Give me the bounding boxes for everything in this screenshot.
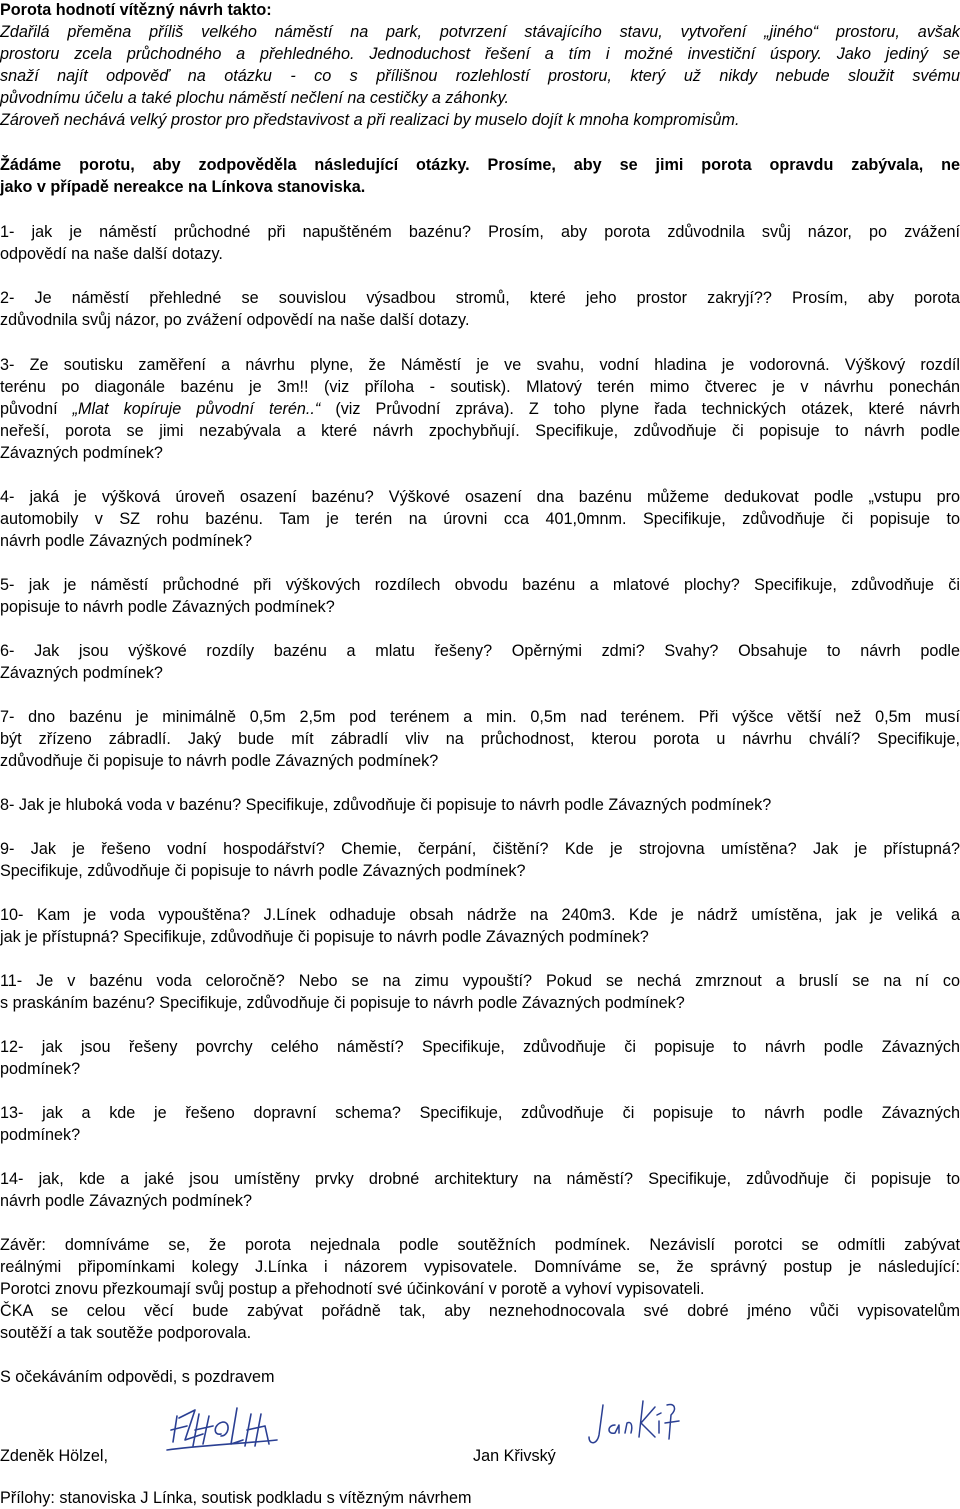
question-3-text: (viz Průvodní zpráva). Z toho plyne řada technických otázek, které návrh <box>320 400 960 418</box>
question-11-cont: s praskáním bazénu? Specifikuje, zdůvodňuje či popisuje to návrh podle Závazných podmínek? <box>0 994 685 1012</box>
intro-line: původnímu účelu a také plochu náměstí nečlení na cestičky a záhonky. <box>0 89 510 107</box>
question-7: 7- dno bazénu je minimálně 0,5m 2,5m pod terénem a min. 0,5m nad terénem. Při výšce větší než 0,5m musí <box>0 708 960 726</box>
conclusion-line: soutěží a tak soutěže podporovala. <box>0 1324 252 1342</box>
question-3-text: původní <box>0 400 73 418</box>
question-7-cont: být zřízeno zábradlí. Jaký bude mít zábradlí vliv na průchodnost, kterou porota u návrhu chválí? Specifikuje, <box>0 730 960 748</box>
question-13: 13- jak a kde je řešeno dopravní schema? Specifikuje, zdůvodňuje či popisuje to návrh podle Závazných <box>0 1104 960 1122</box>
conclusion-line: Závěr: domníváme se, že porota nejednala podle soutěžních podmínek. Nezávislí porotci se odmítli zabývat <box>0 1236 960 1254</box>
signer-holzel: Zdeněk Hölzel, <box>0 1447 108 1465</box>
question-1-cont: odpovědí na naše další dotazy. <box>0 245 223 263</box>
request-line: Žádáme porotu, aby zodpověděla následující otázky. Prosíme, aby se jimi porota opravdu zabývala, ne <box>0 156 960 174</box>
question-11: 11- Je v bazénu voda celoročně? Nebo se na zimu vypouští? Pokud se nechá zmrznout a bruslí se na ní co <box>0 972 960 990</box>
quote-mlat: „Mlat kopíruje původní terén..“ <box>72 400 321 418</box>
question-6-cont: Závazných podmínek? <box>0 664 163 682</box>
question-5: 5- jak je náměstí průchodné při výškových rozdílech obvodu bazénu a mlatové plochy? Specifikuje, zdůvodňuje či <box>0 576 960 594</box>
attachments-note: Přílohy: stanoviska J Línka, soutisk podkladu s vítězným návrhem <box>0 1489 472 1507</box>
question-4-cont: automobily v SZ rohu bazénu. Tam je terén na úrovni cca 401,0mnm. Specifikuje, zdůvodňuje či popisuje to <box>0 510 960 528</box>
question-9-cont: Specifikuje, zdůvodňuje či popisuje to návrh podle Závazných podmínek? <box>0 862 526 880</box>
heading: Porota hodnotí vítězný návrh takto: <box>0 1 272 19</box>
question-3: 3- Ze soutisku zaměření a návrhu plyne, že Náměstí je ve svahu, vodní hladina je vodorovná. Výškový rozdíl <box>0 356 960 374</box>
intro-line: Zdařilá přeměna příliš velkého náměstí na park, potvrzení stávajícího stavu, vytvoření „jiného“ prostoru, avšak <box>0 23 960 41</box>
question-10-cont: jak je přístupná? Specifikuje, zdůvodňuje či popisuje to návrh podle Závazných podmínek? <box>0 928 649 946</box>
question-7-cont: zdůvodňuje či popisuje to návrh podle Závazných podmínek? <box>0 752 439 770</box>
closing-greeting: S očekáváním odpovědi, s pozdravem <box>0 1368 275 1386</box>
question-10: 10- Kam je voda vypouštěna? J.Línek odhaduje obsah nádrže na 240m3. Kde je nádrž umístěna, jak je veliká a <box>0 906 960 924</box>
question-9: 9- Jak je řešeno vodní hospodářství? Chemie, čerpání, čištění? Kde je strojovna umístěna? Jak je přístupná? <box>0 840 960 858</box>
question-8: 8- Jak je hluboká voda v bazénu? Specifikuje, zdůvodňuje či popisuje to návrh podle Závazných podmínek? <box>0 796 772 814</box>
question-12: 12- jak jsou řešeny povrchy celého náměstí? Specifikuje, zdůvodňuje či popisuje to návrh podle Závazných <box>0 1038 960 1056</box>
signature-krivsky <box>585 1395 685 1451</box>
intro-line: prostoru zcela průchodného a přehledného. Jednoduchost řešení a tím i možné investiční úspory. Jako jediný se <box>0 45 960 63</box>
question-13-cont: podmínek? <box>0 1126 81 1144</box>
signature-holzel <box>165 1400 285 1464</box>
question-6: 6- Jak jsou výškové rozdíly bazénu a mlatu řešeny? Opěrnými zdmi? Svahy? Obsahuje to návrh podle <box>0 642 960 660</box>
question-14-cont: návrh podle Závazných podmínek? <box>0 1192 252 1210</box>
question-1: 1- jak je náměstí průchodné při napuštěném bazénu? Prosím, aby porota zdůvodnila svůj názor, po zvážení <box>0 223 960 241</box>
question-2: 2- Je náměstí přehledné se souvislou výsadbou stromů, které jeho prostor zakryjí?? Prosím, aby porota <box>0 289 960 307</box>
question-4-cont: návrh podle Závazných podmínek? <box>0 532 252 550</box>
conclusion-line: ČKA se celou věcí bude zabývat pořádně tak, aby neznehodnocovala své dobré jméno vůči vypisovatelům <box>0 1302 960 1320</box>
conclusion-line: reálnými připomínkami kolegy J.Línka i názorem vypisovatele. Domníváme se, že správný postup je následující: <box>0 1258 960 1276</box>
question-5-cont: popisuje to návrh podle Závazných podmínek? <box>0 598 335 616</box>
intro-line: snaží najít odpověď na otázku - co s přílišnou rozlehlostí prostoru, který už nikdy nebude sloužit svému <box>0 67 960 85</box>
question-2-cont: zdůvodnila svůj názor, po zvážení odpovědí na naše další dotazy. <box>0 311 470 329</box>
request-line: jako v případě nereakce na Línkova stanoviska. <box>0 178 366 196</box>
question-3-cont: neřeší, porota se jimi nezabývala a které návrh zpochybňují. Specifikuje, zdůvodňuje či popisuje to návrh podle <box>0 422 960 440</box>
question-4: 4- jaká je výšková úroveň osazení bazénu? Výškové osazení dna bazénu můžeme dedukovat podle „vstupu pro <box>0 488 960 506</box>
question-14: 14- jak, kde a jaké jsou umístěny prvky drobné architektury na náměstí? Specifikuje, zdůvodňuje či popisuje to <box>0 1170 960 1188</box>
question-3-cont: terénu po diagonále bazénu je 3m!! (viz příloha - soutisk). Mlatový terén mimo čtverec je v návrhu ponechán <box>0 378 960 396</box>
signer-krivsky: Jan Křivský <box>473 1447 556 1465</box>
intro-line: Zároveň nechává velký prostor pro představivost a při realizaci by muselo dojít k mnoha kompromisům. <box>0 111 740 129</box>
question-3-cont <box>0 398 960 420</box>
question-12-cont: podmínek? <box>0 1060 81 1078</box>
question-3-cont: Závazných podmínek? <box>0 444 163 462</box>
conclusion-line: Porotci znovu přezkoumají svůj postup a přehodnotí své účinkování v porotě a vyhoví vypisovateli. <box>0 1280 705 1298</box>
